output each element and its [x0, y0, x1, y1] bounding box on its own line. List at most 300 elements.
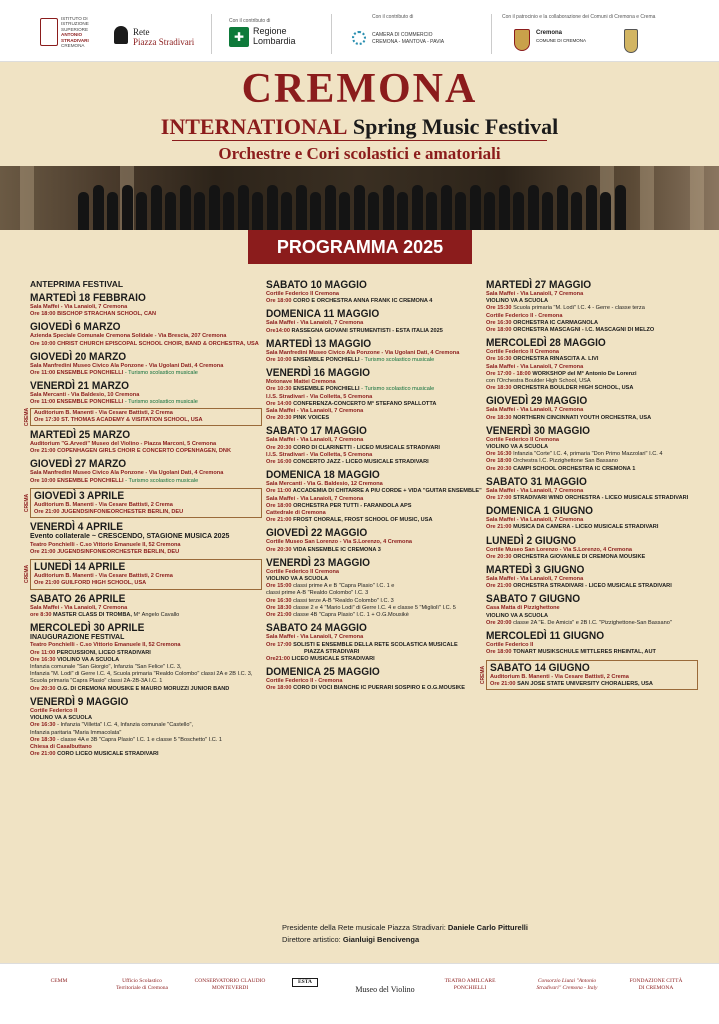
crema-label: CREMA — [24, 493, 31, 513]
event-time: Ore 11:00 — [266, 488, 292, 495]
event-note: - Turismo scolastico musicale — [359, 357, 435, 364]
event-time: Ore 20:30 — [266, 415, 292, 422]
event-time: Ore 21:00 — [266, 517, 292, 524]
event-performer: CORO DI CLARINETTI - LICEO MUSICALE STRADIVARI — [293, 444, 440, 451]
event-detail — [266, 605, 482, 612]
event-date: MARTEDÌ 27 MAGGIO — [486, 279, 592, 291]
event-detail — [266, 298, 482, 305]
event-entry — [266, 666, 482, 692]
event-detail — [30, 605, 262, 612]
event-entry — [486, 395, 698, 421]
event-detail — [486, 298, 698, 305]
event-detail — [266, 685, 482, 692]
credits — [282, 922, 712, 946]
event-date: SABATO 7 GIUGNO — [486, 593, 581, 606]
event-time: Ore 18:00 — [486, 458, 512, 465]
event-venue: Cortile Federico II Cremona — [266, 291, 340, 297]
musician-silhouette — [513, 192, 524, 230]
musician-silhouette — [238, 185, 249, 230]
festival-tagline: Orchestre e Cori scolastici e amatoriali — [218, 144, 501, 163]
event-performer: ORCHESTRA GIOVANILE DI CREMONA MOUSIKÉ — [513, 553, 646, 560]
musician-silhouette — [339, 192, 350, 230]
event-detail — [30, 737, 262, 744]
event-time: Ore 18:00 — [266, 298, 292, 305]
event-note: - Turismo scolastico musicale — [123, 370, 198, 377]
event-date: VENERDÌ 21 MARZO — [30, 380, 129, 393]
event-detail — [486, 458, 698, 465]
event-detail — [30, 642, 262, 649]
event-detail — [30, 304, 262, 311]
event-detail — [486, 547, 698, 554]
event-detail — [30, 708, 262, 715]
event-entry — [30, 593, 262, 619]
camera-line1: CAMERA DI COMMERCIO — [372, 32, 433, 38]
event-time: Ore 16:30 — [486, 451, 512, 458]
school-text-line: SUPERIORE — [61, 26, 89, 32]
event-detail — [30, 664, 262, 671]
crema-event-box — [24, 407, 262, 426]
event-note: - Turismo scolastico musicale — [123, 399, 198, 406]
event-performer: BISCHOP STRACHAN SCHOOL, CAN — [57, 311, 157, 318]
event-venue: Sala Manfredini Museo Civico Ala Ponzone - Via Ugolani Dati, 4 Cremona — [266, 349, 460, 356]
musician-silhouette — [397, 192, 408, 230]
masthead — [0, 62, 719, 167]
event-venue: Cortile Federico II Cremona — [486, 436, 560, 443]
event-time: Ore 21:00 — [34, 509, 60, 516]
school-text-line: STRADIVARI — [61, 37, 89, 43]
musician-silhouette — [557, 185, 568, 230]
event-performer: TONART MUSIKSCHULE MITTLERES RHEINTAL, AUT — [513, 649, 656, 656]
event-time: Ore 10:00 — [30, 477, 56, 484]
comune-line2: COMUNE DI CREMONA — [536, 38, 587, 43]
event-entry — [30, 622, 262, 693]
musician-silhouette — [571, 192, 582, 230]
event-performer: ENSEMBLE PONCHIELLI — [293, 357, 360, 364]
event-time: Ore 15:00 — [266, 583, 292, 590]
event-detail — [266, 583, 482, 590]
event-time: Ore 21:00 — [266, 612, 292, 619]
event-venue: Cortile Federico II Cremona — [486, 349, 560, 356]
school-text-line: ANTONIO — [61, 32, 83, 38]
event-detail — [486, 642, 698, 649]
event-time: Ore 21:00 — [34, 580, 60, 587]
event-performer: PERCUSSIONI, LICEO STRADIVARI — [56, 649, 151, 656]
event-performer: NORTHERN CINCINNATI YOUTH ORCHESTRA, USA — [513, 414, 652, 421]
event-time: Ore 10:00 — [266, 357, 292, 364]
footer-logos — [0, 963, 719, 1024]
event-entry — [30, 696, 262, 758]
musician-silhouette — [412, 185, 423, 230]
president-label: Presidente della Rete musicale Piazza Stradivari: — [282, 923, 446, 932]
rete-logo-text — [133, 27, 194, 47]
event-date: LUNEDÌ 2 GIUGNO — [486, 534, 576, 547]
director-name: Gianluigi Bencivenga — [342, 935, 420, 944]
footer-logo-8: FONDAZIONE CITTÀ DI CREMONA — [629, 978, 683, 991]
event-venue: Sala Maffei - Via Lanaioli, 7 Cremona — [30, 304, 128, 310]
event-time: Ore 18:30 — [486, 385, 512, 392]
musician-silhouette — [122, 185, 133, 230]
event-detail — [266, 510, 482, 517]
event-performer: CHRIST CHURCH EPISCOPAL SCHOOL CHOIR, BAND & ORCHESTRA, USA — [57, 340, 259, 347]
event-detail — [266, 598, 482, 605]
musician-silhouette — [165, 192, 176, 230]
event-venue: Teatro Ponchielli - C.so Vittorio Emanuele II, 52 Cremona — [30, 541, 181, 548]
musician-silhouette — [93, 185, 104, 230]
festival-title: CREMONA — [241, 66, 478, 112]
event-venue: Cortile Federico II Cremona — [266, 568, 340, 575]
event-date: DOMENICA 11 MAGGIO — [266, 308, 380, 321]
event-detail — [486, 620, 698, 627]
event-time: Ore 15:30 — [486, 305, 512, 312]
lombardia-caption: Con il contributo di — [229, 18, 271, 24]
event-note: classe 4B "Capra Plasio" I.C. 1 + O.G.Mousikè — [293, 612, 409, 619]
event-detail — [486, 649, 698, 656]
event-detail — [266, 642, 482, 649]
event-performer: CONCERTO JAZZ - LICEO MUSICALE STRADIVARI — [293, 459, 429, 466]
school-text-line: CREMONA — [61, 43, 85, 49]
stradivari-school-logo — [40, 18, 58, 46]
event-note: M° Angelo Cavallo — [131, 611, 180, 618]
event-time: Ore 21:00 — [30, 448, 56, 455]
event-entry — [266, 622, 482, 663]
event-time: Ore 20:30 — [266, 444, 292, 451]
event-time: Ore 18:00 — [266, 685, 292, 692]
event-entry — [24, 488, 262, 518]
event-performer: FROST CHORALE, FROST SCHOOL OF MUSIC, USA — [293, 517, 433, 524]
event-entry — [30, 458, 262, 484]
event-performer: ORCHESTRA IC CARMAGNOLA — [513, 319, 599, 326]
event-date: GIOVEDÌ 27 MARZO — [30, 458, 127, 471]
event-detail — [30, 533, 262, 542]
event-detail — [266, 678, 482, 685]
event-detail — [266, 291, 482, 298]
event-venue: Cortile Federico II - Cremona — [266, 678, 343, 685]
musician-silhouette — [223, 192, 234, 230]
musician-silhouette — [542, 192, 553, 230]
event-date: MARTEDÌ 18 FEBBRAIO — [30, 292, 146, 304]
event-detail — [266, 481, 482, 488]
event-time: Ore 17:30 — [34, 416, 60, 423]
event-performer: ST. THOMAS ACADEMY & VISITATION SCHOOL, USA — [61, 416, 203, 423]
event-description: VIOLINO VA A SCUOLA — [486, 612, 549, 619]
event-detail — [30, 678, 262, 685]
event-detail — [486, 407, 698, 414]
event-detail — [266, 328, 482, 335]
event-detail — [34, 417, 258, 424]
footer-logo-4: ESTA — [292, 978, 318, 987]
rete-logo-icon — [114, 26, 128, 44]
event-detail — [30, 478, 262, 485]
event-detail — [30, 686, 262, 693]
event-venue: Sala Manfredini Museo Civico Ala Ponzone - Via Ugolani Dati, 4 Cremona — [30, 362, 224, 369]
event-detail — [486, 451, 698, 458]
title-rule — [172, 140, 547, 141]
event-entry — [30, 351, 262, 377]
event-time: Ore 18:00 — [266, 502, 292, 509]
event-detail — [266, 649, 482, 656]
event-detail — [266, 612, 482, 619]
event-time: Ore 16:30 — [30, 656, 56, 663]
event-note: classe 2A "E. De Amicis" e 2B I.C. "Pizzighettone-San Bassano" — [513, 619, 672, 626]
event-detail — [266, 437, 482, 444]
event-entry — [30, 279, 262, 289]
event-detail — [30, 650, 262, 657]
event-detail — [266, 547, 482, 554]
event-note: - Infanzia "Villetta" I.C. 4, Infanzia comunale "Castello", — [57, 722, 194, 729]
sponsor-bar — [0, 0, 719, 62]
event-entry — [24, 380, 262, 426]
event-performer: MUSICA DA CAMERA - LICEO MUSICALE STRADIVARI — [513, 524, 659, 531]
musician-silhouette — [78, 192, 89, 230]
event-time: Ore 21:00 — [30, 751, 56, 758]
event-venue: Sala Maffei - Via Lanaioli, 7 Cremona — [486, 363, 584, 370]
event-venue: Cortile Federico II — [30, 707, 78, 714]
event-detail — [486, 371, 698, 378]
event-entry — [266, 279, 482, 305]
event-detail — [486, 356, 698, 363]
event-detail — [30, 612, 262, 619]
event-detail — [486, 291, 698, 298]
event-date: VENERDÌ 9 MAGGIO — [30, 695, 129, 708]
event-description: classi prime A-B "Realdo Colombo" I.C. 3 — [266, 590, 369, 597]
event-time: Ore 11:00 — [30, 399, 56, 406]
musician-silhouette — [615, 185, 626, 230]
event-entry — [266, 338, 482, 364]
crema-crest-icon — [624, 29, 638, 53]
event-detail — [266, 452, 482, 459]
event-entry — [480, 660, 698, 690]
event-time: Ore 16:30 — [486, 356, 512, 363]
event-time: Ore 18:30 — [266, 604, 292, 611]
event-detail — [30, 448, 262, 455]
musician-silhouette — [426, 192, 437, 230]
event-time: Ore 10:30 — [266, 386, 292, 393]
event-performer: SAN JOSÉ STATE UNIVERSITY CHORALIERS, USA — [517, 680, 653, 687]
crema-event-box — [480, 660, 698, 690]
event-time: Ore 17:00 - 18:00 — [486, 370, 531, 377]
event-performer: ORCHESTRA MASCAGNI - I.C. MASCAGNI DI MELZO — [513, 327, 655, 334]
event-performer: ENSEMBLE PONCHIELLI — [57, 477, 124, 484]
event-detail — [266, 503, 482, 510]
event-detail — [266, 357, 482, 364]
president-line — [282, 922, 712, 934]
musician-silhouette — [267, 185, 278, 230]
event-performer: MASTER CLASS DI TROMBA, — [53, 611, 132, 618]
musician-silhouette — [281, 192, 292, 230]
event-time: Ore21:00 — [266, 655, 290, 662]
event-time: Ore 18:00 — [486, 327, 512, 334]
camera-caption: Con il contributo di — [372, 14, 414, 20]
event-detail — [486, 349, 698, 356]
event-venue: Sala Maffei - Via Lanaioli, 7 Cremona — [486, 291, 584, 297]
event-detail — [486, 605, 698, 612]
event-time: ore 8:30 — [30, 611, 52, 618]
footer-logo-1: CEMM — [50, 978, 68, 984]
crema-event-box — [24, 559, 262, 589]
event-description: Infanzia comunale "San Giorgio", Infanzia "San Felice" I.C. 3, — [30, 664, 182, 671]
event-detail — [486, 466, 698, 473]
rete-line1: Rete — [133, 27, 150, 37]
event-time: Ore 16:30 — [486, 319, 512, 326]
event-description: Infanzia paritaria "Maria Immacolata" — [30, 729, 122, 736]
event-detail — [490, 674, 694, 681]
event-entry — [486, 279, 698, 334]
event-detail — [30, 751, 262, 758]
crema-label: CREMA — [480, 665, 487, 684]
event-date: LUNEDÌ 14 APRILE — [34, 561, 126, 574]
event-performer: CAMPI SCHOOL ORCHESTRA IC CREMONA 1 — [513, 465, 636, 472]
musician-silhouette — [383, 185, 394, 230]
event-entry — [486, 425, 698, 473]
event-note: - Turismo scolastico musicale — [359, 386, 435, 393]
event-description: VIOLINO VA A SCUOLA — [30, 715, 93, 722]
musician-silhouette — [325, 185, 336, 230]
event-performer: STRADIVARI WIND ORCHESTRA - LICEO MUSICALE STRADIVARI — [513, 495, 689, 502]
event-date: MERCOLEDÌ 30 APRILE — [30, 621, 145, 634]
event-detail — [486, 378, 698, 385]
event-venue: Sala Maffei - Via Lanaioli, 7 Cremona — [30, 604, 128, 611]
event-detail — [486, 313, 698, 320]
event-time: Ore 16:30 — [266, 597, 292, 604]
event-performer: COPENHAGEN GIRLS CHOIR E CONCERTO COPENHAGEN, DNK — [57, 448, 232, 455]
event-venue: I.I.S. Stradivari - Via Colletta, 5 Cremona — [266, 393, 373, 400]
event-venue: Auditorium B. Manenti - Via Cesare Battisti, 2 Crema — [34, 501, 173, 508]
event-date: SABATO 24 MAGGIO — [266, 622, 367, 635]
event-date: GIOVEDÌ 3 APRILE — [34, 489, 125, 502]
event-date: SABATO 26 APRILE — [30, 592, 126, 605]
event-description: Infanzia "M. Lodi" di Gerre I.C. 4, Scuola primaria "Realdo Colombo" classi 2A e 2B I.C. 3, — [30, 671, 253, 678]
event-detail — [266, 569, 482, 576]
event-time: Ore 20:30 — [486, 553, 512, 560]
event-date: GIOVEDÌ 20 MARZO — [30, 350, 127, 363]
divider — [211, 14, 212, 54]
event-venue: Cattedrale di Cremona — [266, 510, 326, 517]
event-date: MARTEDÌ 25 MARZO — [30, 429, 131, 442]
event-venue: Sala Maffei - Via Lanaioli, 7 Cremona — [486, 517, 584, 524]
event-date: DOMENICA 1 GIUGNO — [486, 505, 594, 518]
event-entry — [30, 292, 262, 318]
event-entry — [24, 559, 262, 589]
event-venue: Sala Maffei - Via Lanaioli, 7 Cremona — [486, 576, 584, 583]
musician-silhouette — [600, 192, 611, 230]
patrocinio-caption: Con il patrocinio e la collaborazione dei Comuni di Cremona e Crema — [502, 14, 656, 20]
event-time: Ore 18:30 — [486, 414, 512, 421]
event-performer: CONFERENZA-CONCERTO M° STEFANO SPALLOTTA — [293, 400, 437, 407]
event-performer: SOLISTI E ENSEMBLE DELLA RETE SCOLASTICA MUSICALE — [293, 641, 458, 648]
event-performer: O.G. DI CREMONA MOUSIKÉ E MAURO MORUZZI JUNIOR BAND — [57, 685, 230, 692]
event-venue: Sala Maffei - Via Lanaioli, 7 Cremona — [266, 408, 364, 415]
event-detail — [34, 509, 258, 516]
event-performer: RASSEGNA GIOVANI STRUMENTISTI - ESTA ITALIA 2025 — [291, 327, 443, 334]
event-detail — [30, 542, 262, 549]
event-description: VIOLINO VA A SCUOLA — [266, 576, 329, 583]
event-entry — [486, 476, 698, 502]
event-venue: Sala Maffei - Via Lanaioli, 7 Cremona — [486, 407, 584, 414]
event-venue: Cortile Museo San Lorenzo - Via S.Lorenzo, 4 Cremona — [266, 539, 412, 546]
event-detail — [30, 730, 262, 737]
event-venue: Auditorium B. Manenti - Via Cesare Battisti, 2 Crema — [34, 573, 173, 580]
event-detail — [30, 392, 262, 399]
event-performer: ORCHESTRA PER TUTTI - FARANDOLA APS — [293, 502, 412, 509]
footer-logo-5: Museo del Violino — [355, 985, 415, 994]
event-description: PIAZZA STRADIVARI — [304, 648, 360, 655]
event-entry — [266, 425, 482, 466]
event-date: GIOVEDÌ 6 MARZO — [30, 321, 121, 334]
event-date: GIOVEDÌ 29 MAGGIO — [486, 395, 588, 408]
event-venue: Azienda Speciale Comunale Cremona Solidale - Via Brescia, 207 Cremona — [30, 333, 227, 340]
event-note: Infanzia "Corte" I.C. 4, primaria "Don Primo Mazzolari" I.C. 4 — [513, 451, 663, 458]
event-detail — [486, 305, 698, 312]
event-description: VIOLINO VA A SCUOLA — [486, 444, 549, 451]
event-detail — [30, 370, 262, 377]
event-entry — [266, 308, 482, 334]
event-venue: Teatro Ponchielli - C.so Vittorio Emanuele II, 52 Cremona — [30, 642, 181, 649]
event-entry — [266, 527, 482, 553]
event-detail — [30, 333, 262, 340]
event-time: Ore 21:00 — [486, 524, 512, 531]
lombardia-line2: Lombardia — [253, 36, 296, 46]
event-venue: Cortile Federico II - Cremona — [486, 312, 563, 319]
event-detail — [30, 634, 262, 643]
event-detail — [490, 681, 694, 688]
cremona-crest-icon — [514, 29, 530, 51]
musician-silhouette — [441, 185, 452, 230]
event-detail — [266, 576, 482, 583]
director-label: Direttore artistico: — [282, 935, 341, 944]
musician-silhouette — [310, 192, 321, 230]
event-venue: Sala Maffei - Via Lanaioli, 7 Cremona — [266, 634, 364, 641]
event-detail — [266, 401, 482, 408]
musician-silhouette — [499, 185, 510, 230]
event-entry — [30, 321, 262, 347]
comune-line1: Cremona — [536, 30, 563, 36]
event-performer: ENSEMBLE PONCHIELLI — [56, 370, 124, 377]
event-time: Ore 16:30 — [30, 722, 56, 729]
event-detail — [486, 444, 698, 451]
event-time: Ore 21:00 — [486, 583, 512, 590]
lombardia-line1: Regione — [253, 26, 287, 36]
event-description: INAUGURAZIONE FESTIVAL — [30, 633, 125, 641]
stradivari-school-text — [61, 16, 89, 48]
photo-column — [690, 166, 704, 230]
event-detail — [486, 495, 698, 502]
event-venue: Sala Mercanti - Via G. Baldesio, 12 Cremona — [266, 481, 383, 488]
program-title: PROGRAMMA 2025 — [248, 230, 472, 264]
event-detail — [486, 327, 698, 334]
event-performer: VIDA ENSEMBLE IC CREMONA 3 — [293, 546, 381, 553]
event-venue: Sala Maffei - Via Lanaioli, 7 Cremona — [266, 495, 364, 502]
event-note: Orchestra I.C. Pizzighettone San Bassano — [513, 458, 618, 465]
event-detail — [266, 445, 482, 452]
musician-silhouette — [151, 185, 162, 230]
event-performer: ORCHESTRA RINASCITA A. LIVI — [513, 356, 599, 363]
event-description: VIOLINO VA A SCUOLA — [486, 298, 549, 305]
event-detail — [30, 399, 262, 406]
event-entry — [486, 535, 698, 561]
event-detail — [486, 517, 698, 524]
event-venue: Sala Manfredini Museo Civico Ala Ponzone - Via Ugolani Dati, 4 Cremona — [30, 470, 224, 477]
photo-column — [640, 166, 654, 230]
event-venue: Casa Matta di Pizzighettone — [486, 605, 560, 612]
event-time: Ore 17:00 — [486, 495, 512, 502]
event-performer: ENSEMBLE PONCHIELLI — [56, 399, 124, 406]
event-detail — [266, 415, 482, 422]
event-date: SABATO 17 MAGGIO — [266, 425, 367, 438]
event-detail — [486, 554, 698, 561]
event-detail — [486, 576, 698, 583]
musician-silhouette — [209, 185, 220, 230]
event-detail — [266, 656, 482, 663]
